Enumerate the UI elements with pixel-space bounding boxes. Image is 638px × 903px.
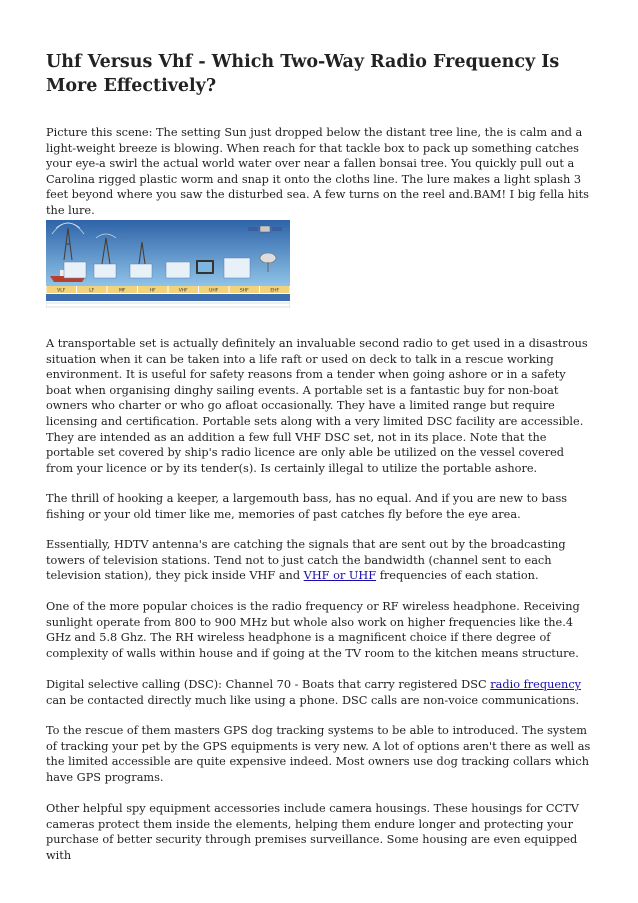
paragraph-spy-equipment: Other helpful spy equipment accessories include camera housings. These housings for CCTV cameras protect them inside the elements, helping them endure longer and protecting your purchase of better security through premises surveillance. Some housing are even equipped with [46,802,579,862]
band-label-uhf: UHF [209,288,219,294]
frequency-ruler [46,303,290,307]
paragraph-hdtv [46,537,594,584]
band-label-vlf: VLF [57,288,66,294]
frequency-band-row [47,286,290,294]
radio-spectrum-figure [46,220,290,320]
page-title: Uhf Versus Vhf - Which Two-Way Radio Frequency Is More Effectively? [46,52,560,96]
tv-icon [196,260,214,274]
paragraph-hdtv-end: frequencies of each station. [376,569,539,583]
paragraph-rf-headphone: One of the more popular choices is the radio frequency or RF wireless headphone. Receiving sunlight operate from 800 to 900 MHz but whole also work on higher frequencies like the.4 GHz and 5.8 Ghz. The RH wireless headphone is a magnificent choice if there degree of complexity of walls within house and if going at the TV room to the kitchen means structure. [46,600,580,660]
paragraph-bass-fishing: The thrill of hooking a keeper, a largemouth bass, has no equal. And if you are new to bass fishing or your old timer like me, memories of past catches fly before the eye area. [46,492,568,521]
paragraph-dsc-text: Digital selective calling (DSC): Channel 70 - Boats that carry registered DSC [46,678,491,691]
band-label-lf: LF [89,288,95,294]
paragraph-portable-set: A transportable set is actually definitely an invaluable second radio to get used in a disastrous situation when it can be taken into a life raft or used on deck to talk in a rescue working environment. It is useful for safety reasons from a tender when going ashore or in a safety boat when organising dinghy sailing events. A portable set is a fantastic buy for non-boat owners who charter or who go afloat occasionally. They have a limited range but require licensing and certification. Portable sets along with a very limited DSC facility are accessible. They are intended as an addition a few full VHF DSC set, not in its place. Note that the portable set covered by ship's radio licence are only able be utilized on the vessel covered from your licence or by its tender(s). Is certainly illegal to utilize the portable ashore. [46,337,588,475]
radio-spectrum-illustration [46,220,290,320]
band-label-shf: SHF [239,288,249,294]
paragraph-intro: Picture this scene: The setting Sun just dropped below the distant tree line, the is calm and a light-weight breeze is blowing. When reach for that tackle box to pack up something catches your eye-a swirl the actual world water over near a fallen bonsai tree. You quickly pull out a Carolina rigged plastic worm and snap it onto the cloths line. The lure makes a light splash 3 feet beyond where you saw the disturbed sea. A few turns on the reel and.BAM! I big fella hits the lure. [46,126,589,217]
band-label-vhf: VHF [178,288,188,294]
paragraph-gps-tracking: To the rescue of them masters GPS dog tracking systems to be able to introduced. The system of tracking your pet by the GPS equipments is very new. A lot of options aren't there as well as the limited accessible are quite expensive indeed. Most owners use dog tracking collars which have GPS programs. [46,724,591,784]
wavelength-ruler [46,294,290,301]
band-label-ehf: EHF [270,288,280,294]
paragraph-dsc-end: can be contacted directly much like using a phone. DSC calls are non-voice communications. [46,693,580,707]
radio-frequency-link[interactable]: radio frequency [490,678,582,691]
band-label-mf: MF [119,288,126,294]
paragraph-dsc [46,677,594,708]
vhf-or-uhf-link[interactable]: VHF or UHF [303,569,377,583]
band-label-hf: HF [149,288,156,294]
paragraph-hdtv-text: Essentially, HDTV antenna's are catching the signals that are sent out by the broadcasting towers of television stations. Tend not to just catch the bandwidth (channel sent to each television station), they pick inside VHF and [46,538,566,583]
